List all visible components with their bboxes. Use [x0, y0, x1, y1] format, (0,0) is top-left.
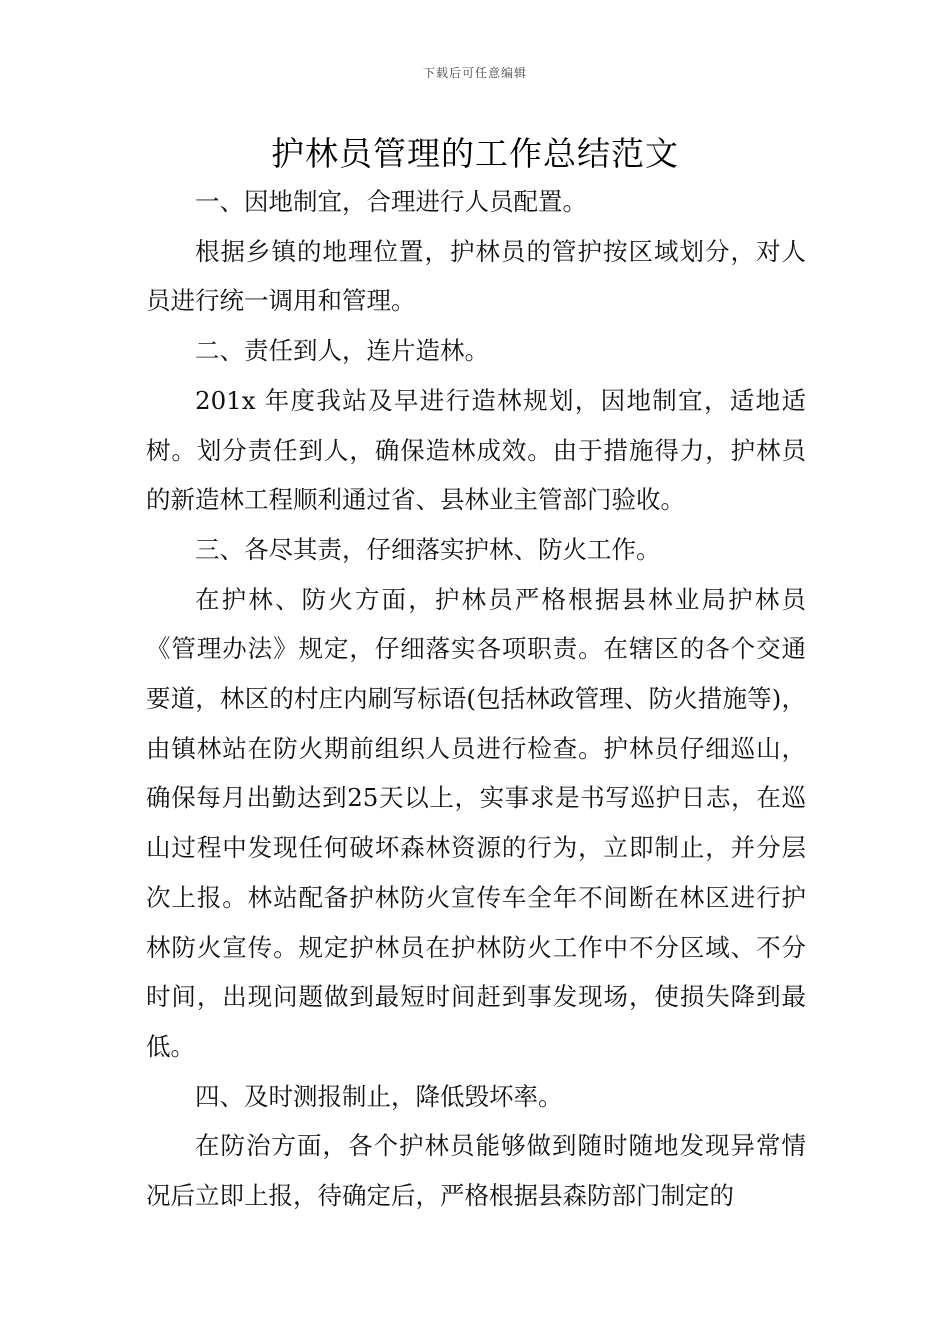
paragraph-4: 在防治方面，各个护林员能够做到随时随地发现异常情况后立即上报，待确定后，严格根据县森防部门制定的: [146, 1131, 806, 1211]
document-title: 护林员管理的工作总结范文: [271, 134, 679, 173]
paragraph-1: 根据乡镇的地理位置，护林员的管护按区域划分，对人员进行统一调用和管理。: [146, 236, 806, 316]
section-heading-2: 二、责任到人，连片造林。: [195, 336, 489, 366]
paragraph-2: 201x 年度我站及早进行造林规划，因地制宜，适地适树。划分责任到人，确保造林成效。由于措施得力，护林员的新造林工程顺利通过省、县林业主管部门验收。: [146, 385, 806, 515]
section-heading-4: 四、及时测报制止，降低毁坏率。: [195, 1081, 563, 1111]
header-note: 下载后可任意编辑: [422, 66, 527, 80]
document-body: [146, 177, 806, 1221]
section-heading-3: 三、各尽其责，仔细落实护林、防火工作。: [195, 534, 661, 564]
section-heading-1: 一、因地制宜，合理进行人员配置。: [195, 187, 587, 216]
paragraph-3: 在护林、防火方面，护林员严格根据县林业局护林员《管理办法》规定，仔细落实各项职责。在辖区的各个交通要道，林区的村庄内刷写标语(包括林政管理、防火措施等)，由镇林站在防火期前组织人员进行检查。护林员仔细巡山，确保每月出勤达到25天以上，实事求是书写巡护日志，在巡山过程中发现任何破坏森林资源的行为，立即制止，并分层次上报。林站配备护林防火宣传车全年不间断在林区进行护林防火宣传。规定护林员在护林防火工作中不分区域、不分时间，出现问题做到最短时间赶到事发现场，使损失降到最低。: [146, 584, 806, 1061]
